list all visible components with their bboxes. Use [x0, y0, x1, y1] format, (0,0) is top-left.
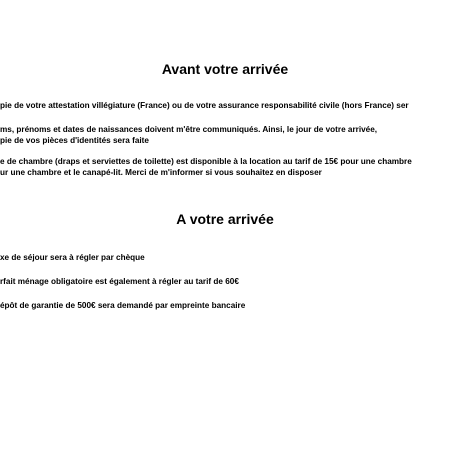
before-arrival-line-insurance: pie de votre attestation villégiature (France) ou de votre assurance responsabilité civile (hors France) ser: [0, 101, 409, 110]
on-arrival-line-tax: xe de séjour sera à régler par chèque: [0, 253, 145, 262]
section-title-on-arrival: A votre arrivée: [176, 211, 274, 227]
section-title-before-arrival: Avant votre arrivée: [161, 61, 289, 77]
before-arrival-line-linen: e de chambre (draps et serviettes de toilette) est disponible à la location au tarif de 15€ pour une chambre: [0, 157, 412, 166]
on-arrival-line-deposit: épôt de garantie de 500€ sera demandé par empreinte bancaire: [0, 301, 246, 310]
before-arrival-line-names: ms, prénoms et dates de naissances doivent m'être communiqués. Ainsi, le jour de votre arrivée,: [0, 125, 378, 134]
before-arrival-line-linen-cont: ur une chambre et le canapé-lit. Merci de m'informer si vous souhaitez en disposer: [0, 168, 322, 177]
on-arrival-line-cleaning: rfait ménage obligatoire est également à régler au tarif de 60€: [0, 277, 239, 286]
before-arrival-line-id-copy: pie de vos pièces d'identités sera faite: [0, 136, 149, 145]
